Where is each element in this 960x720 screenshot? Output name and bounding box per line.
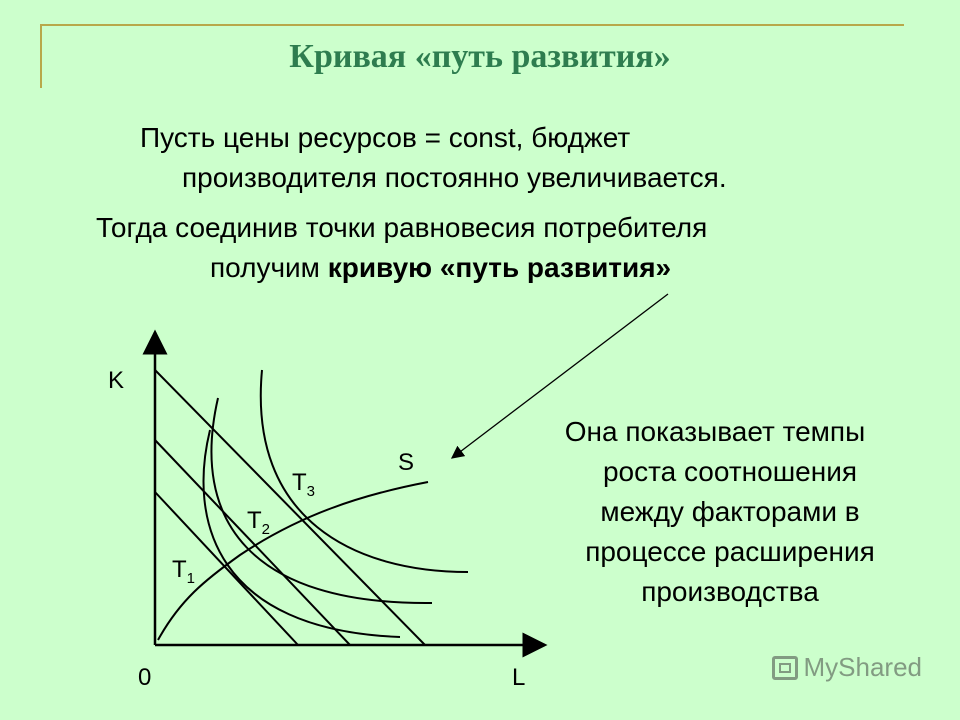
description-line-5: производства [641, 576, 819, 607]
isoquant-2 [211, 398, 432, 603]
description-line-1: Она показывает темпы [564, 416, 866, 447]
description-line-2: роста соотношения [602, 456, 857, 487]
paragraph-2-line-1: Тогда соединив точки равновесия потребителя [96, 212, 708, 243]
description-block [520, 412, 940, 612]
description-line-3: между факторами в [600, 496, 860, 527]
slide-title: Кривая «путь развития» [289, 38, 671, 75]
isocost-line-2 [155, 440, 350, 645]
origin-label: 0 [138, 664, 152, 691]
description-line-4: процессе расширения [585, 536, 875, 567]
curve-label-s: S [398, 449, 415, 476]
x-axis-label: L [512, 664, 526, 691]
point-label-t2: $T_2$ [247, 507, 271, 538]
isoquant-1 [204, 430, 400, 637]
paragraph-1-line-2: производителя постоянно увеличивается. [182, 162, 727, 193]
isocost-line-3 [155, 370, 425, 645]
paragraph-2-emphasis: кривую «путь развития» [327, 252, 672, 283]
point-label-t3: $T_3$ [292, 469, 316, 500]
point-label-t1: $T_1$ [172, 556, 196, 587]
paragraph-2-prefix: получим [210, 252, 328, 283]
paragraph-1-line-1: Пусть цены ресурсов = const, бюджет [140, 122, 631, 153]
watermark-logo-icon [772, 656, 798, 680]
watermark-text: MyShared [803, 652, 922, 682]
watermark [772, 652, 923, 683]
y-axis-label: K [108, 367, 125, 394]
